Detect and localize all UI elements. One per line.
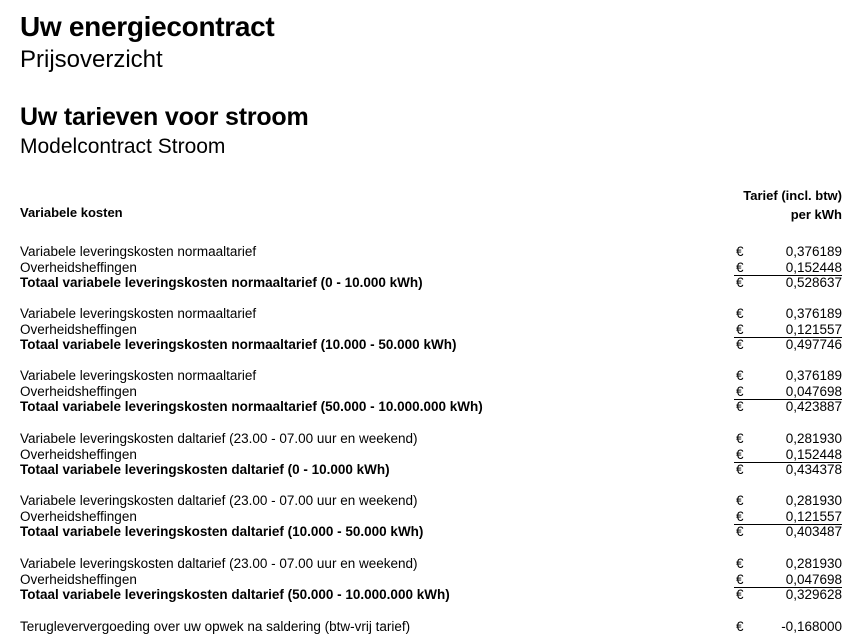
row-label: Variabele leveringskosten daltarief (23.00 - 07.00 uur en weekend) [20,493,418,508]
currency-symbol: € [736,619,744,634]
section-subtitle: Modelcontract Stroom [20,135,226,158]
column-header-tariff: Tarief (incl. btw) [743,188,842,203]
row-label: Overheidsheffingen [20,321,137,337]
currency-symbol: € [736,383,744,399]
section-title: Uw tarieven voor stroom [20,103,309,131]
currency-symbol: € [736,587,744,602]
currency-symbol: € [736,493,744,508]
currency-symbol: € [736,321,744,337]
table-row [20,384,842,400]
table-row [20,572,842,588]
table-row-total [20,587,842,603]
page-title: Uw energiecontract [20,11,275,42]
table-row-total [20,524,842,540]
variable-costs-label: Variabele kosten [20,205,123,220]
table-row-total [20,462,842,478]
table-row [20,509,842,525]
row-label: Totaal variabele leveringskosten daltarief (10.000 - 50.000 kWh) [20,524,424,539]
table-row [20,322,842,338]
tariff-group [20,368,842,415]
row-value: 0,434378 [785,462,842,477]
row-label: Variabele leveringskosten daltarief (23.00 - 07.00 uur en weekend) [20,556,418,571]
page-subtitle: Prijsoverzicht [20,46,163,73]
row-value: 0,376189 [785,306,842,321]
currency-symbol: € [736,508,744,524]
tariff-group [20,431,842,478]
table-row [20,306,842,322]
row-label: Overheidsheffingen [20,383,137,399]
row-label: Variabele leveringskosten normaaltarief [20,306,257,321]
row-label: Totaal variabele leveringskosten daltarief (0 - 10.000 kWh) [20,462,390,477]
currency-symbol: € [736,337,744,352]
currency-symbol: € [736,571,744,587]
currency-symbol: € [736,446,744,462]
row-label: Variabele leveringskosten normaaltarief [20,368,257,383]
table-row [20,244,842,260]
row-label: Overheidsheffingen [20,508,137,524]
row-value: 0,281930 [785,431,842,446]
currency-symbol: € [736,306,744,321]
table-row [20,556,842,572]
row-value: 0,047698 [785,571,842,587]
row-value: 0,121557 [785,508,842,524]
currency-symbol: € [736,368,744,383]
table-row-total [20,399,842,415]
row-label: Overheidsheffingen [20,259,137,275]
currency-symbol: € [736,399,744,414]
table-row [20,447,842,463]
tariff-group [20,556,842,603]
tariff-group [20,244,842,291]
row-label: Totaal variabele leveringskosten daltarief (50.000 - 10.000.000 kWh) [20,587,450,602]
tariff-group [20,306,842,353]
row-label: Terugleververgoeding over uw opwek na saldering (btw-vrij tarief) [20,619,411,634]
row-label: Totaal variabele leveringskosten normaaltarief (10.000 - 50.000 kWh) [20,337,457,352]
row-value: 0,047698 [785,383,842,399]
row-label: Totaal variabele leveringskosten normaaltarief (50.000 - 10.000.000 kWh) [20,399,483,414]
currency-symbol: € [736,259,744,275]
row-label: Variabele leveringskosten normaaltarief [20,244,257,259]
feed-in-compensation-row [20,619,842,635]
row-value: 0,376189 [785,368,842,383]
row-label: Overheidsheffingen [20,571,137,587]
row-value: 0,376189 [785,244,842,259]
row-value: 0,152448 [785,259,842,275]
row-value: 0,152448 [785,446,842,462]
currency-symbol: € [736,462,744,477]
row-label: Variabele leveringskosten daltarief (23.00 - 07.00 uur en weekend) [20,431,418,446]
currency-symbol: € [736,431,744,446]
table-row [20,260,842,276]
row-value: 0,497746 [785,337,842,352]
row-value: 0,423887 [785,399,842,414]
row-label: Overheidsheffingen [20,446,137,462]
column-header-unit: per kWh [790,207,842,222]
row-value: 0,329628 [785,587,842,602]
table-row [20,431,842,447]
currency-symbol: € [736,524,744,539]
row-value: 0,121557 [785,321,842,337]
currency-symbol: € [736,275,744,290]
currency-symbol: € [736,556,744,571]
row-value: 0,528637 [785,275,842,290]
table-row [20,493,842,509]
row-label: Totaal variabele leveringskosten normaaltarief (0 - 10.000 kWh) [20,275,423,290]
tariff-group [20,493,842,540]
currency-symbol: € [736,244,744,259]
row-value: 0,281930 [785,493,842,508]
table-row-total [20,337,842,353]
table-row [20,368,842,384]
row-value: 0,281930 [785,556,842,571]
table-row-total [20,275,842,291]
row-value: -0,168000 [781,619,842,634]
row-value: 0,403487 [785,524,842,539]
